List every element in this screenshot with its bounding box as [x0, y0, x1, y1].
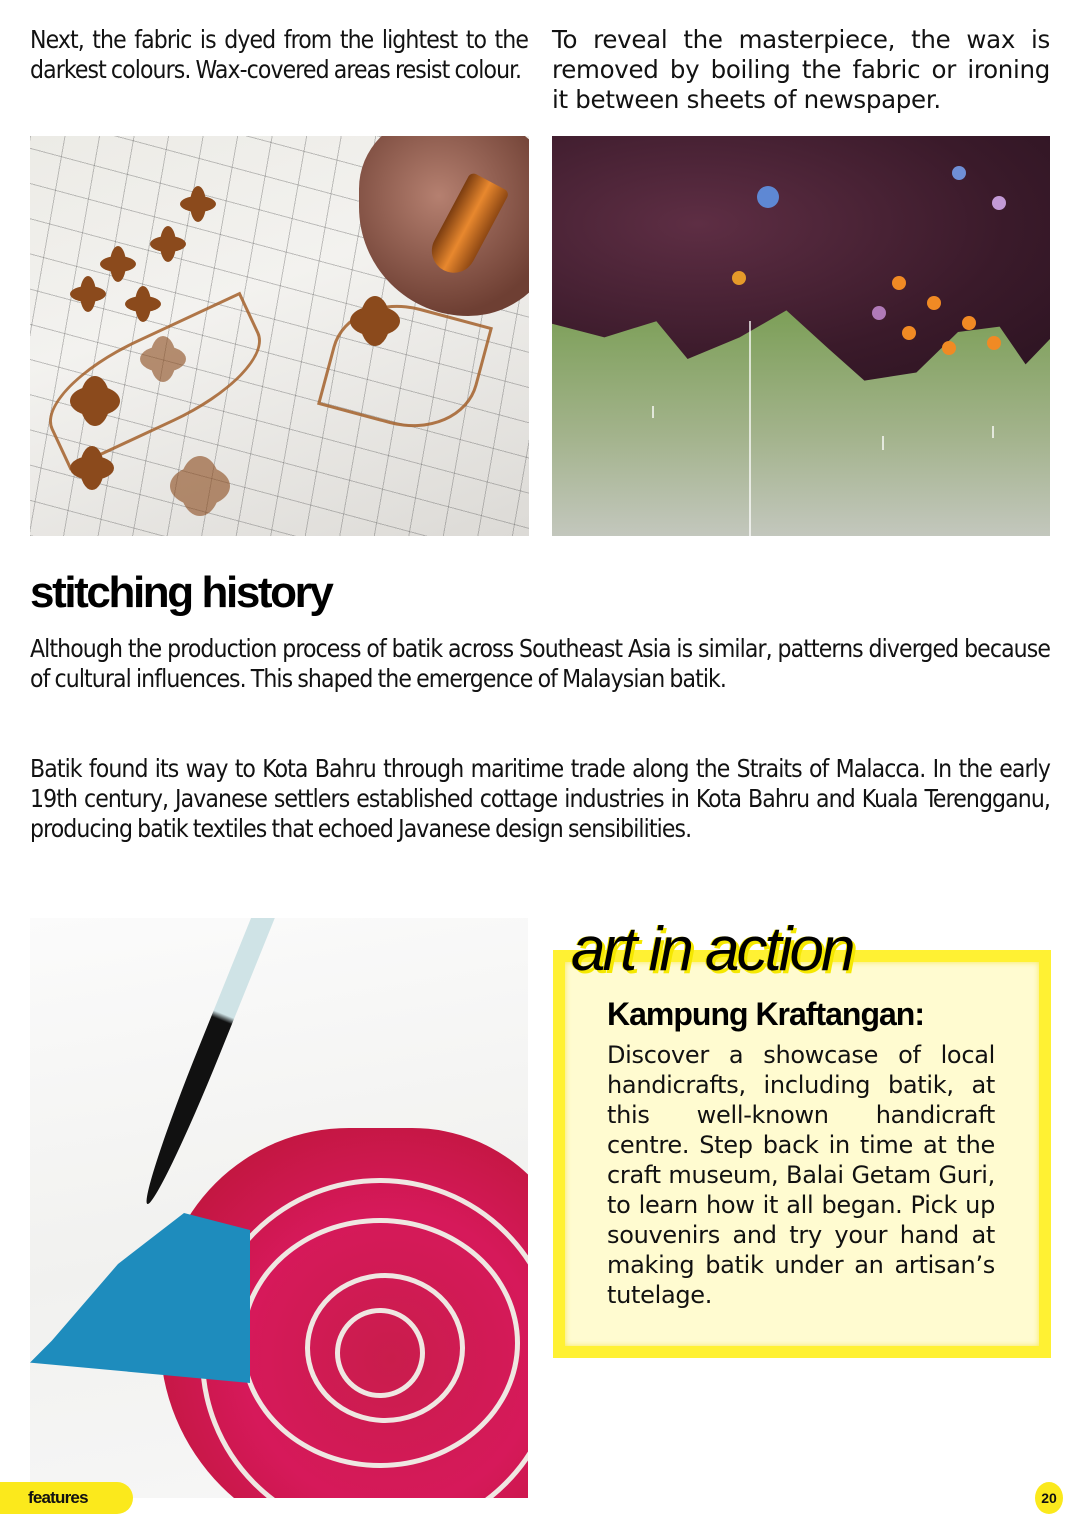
intro-text-wax-removal: To reveal the masterpiece, the wax is removed by boiling the fabric or ironing it between sheets of newspaper. — [552, 25, 1050, 114]
photo-rose-painting — [30, 918, 528, 1498]
callout-title: art in action — [571, 915, 853, 984]
section-label: features — [28, 1488, 88, 1507]
intro-text-dyeing: Next, the fabric is dyed from the lightest to the darkest colours. Wax-covered areas resist colour. — [30, 25, 528, 84]
history-paragraph-1: Although the production process of batik across Southeast Asia is similar, patterns diverged because of cultural influences. This shaped the emergence of Malaysian batik. — [30, 634, 1050, 693]
section-heading: stitching history — [30, 568, 332, 617]
history-paragraph-2: Batik found its way to Kota Bahru through maritime trade along the Straits of Malacca. In the early 19th century, Javanese settlers established cottage industries in Kota Bahru and Kuala Terengganu, producing batik textiles that echoed Javanese design sensibilities. — [30, 754, 1050, 843]
callout-subtitle: Kampung Kraftangan: — [607, 996, 924, 1032]
photo-hanging-fabric — [552, 136, 1050, 536]
page-number: 20 — [1035, 1482, 1063, 1514]
photo-batik-waxing — [30, 136, 529, 536]
callout-body: Discover a showcase of local handicrafts, including batik, at this well-known handicraft centre. Step back in time at the craft museum, Balai Getam Guri, to learn how it all began. Pick up souvenirs and try your hand at making batik under an artisan’s tutelage. — [607, 1041, 995, 1309]
